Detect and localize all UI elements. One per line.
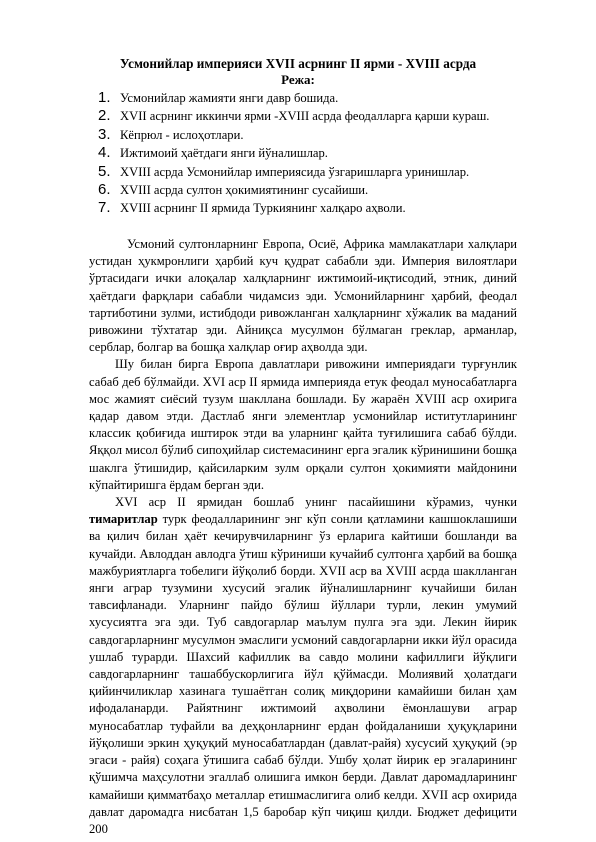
plan-item-number: 6. — [98, 180, 111, 198]
paragraph-3-bold-term: тимаритлар — [89, 512, 158, 527]
plan-item-text: Усмонийлар жамияти янги давр бошида. — [120, 91, 339, 105]
plan-list — [98, 89, 489, 218]
plan-item-text: XVIII асрда Усмонийлар империясида ўзгаришларга уринишлар. — [120, 164, 470, 179]
plan-item-text: XVIII асрда султон ҳокимиятининг сусайиши. — [120, 182, 369, 197]
paragraph-2: Шу билан бирга Европа давлатлари ривожини империядаги турғунлик сабаб деб бўлмайди. XVI аср II ярмида империяда етук феодал муносабатларга мос жамият сиёсий тузум шакллана бошлади. Бу жараён XVIII аср охирига қадар давом этди. Дастлаб янги элементлар усмонийлар иститутларининг классик қобиғида иштирок этди ва уларнинг қайта туғилишига сабаб бўлди. Яққол мисол бўлиб сипоҳийлар системасининг ерга эгалик кўринишини бошқа шаклга ўтишидир, қайсиларким зулм орқали султон ҳокимияти майдонини кўпайтиришга ёрдам берган эди. — [89, 357, 517, 492]
paragraph-1: Усмоний султонларнинг Европа, Осиё, Африка мамлакатлари халқлари устидан ҳукмронлиги ҳарбий куч қудрат сабабли эди. Империя вилоятлари ўртасидаги ички алоқалар халқларнинг ижтимоий-иқтисодий, этник, диний ҳаётдаги фарқлари сабабли чидамсиз эди. Усмонийларнинг ҳарбий, феодал тартиботини зулми, истибдоди ривожланган халқларнинг хўжалик ва маданий ривожини тўхтатар эди. Айниқса мусулмон бўлмаган греклар, арманлар, серблар, болгар ва бошқа халқлар оғир аҳволда эди. — [89, 237, 517, 355]
plan-item-number: 1. — [98, 89, 111, 106]
plan-item-text: XVII асрнинг иккинчи ярми -XVIII асрда феодалларга қарши кураш. — [120, 109, 490, 124]
plan-item-text: XVIII асрнинг II ярмида Туркиянинг халқаро аҳволи. — [120, 201, 406, 216]
plan-item — [98, 126, 489, 144]
paragraph-3 — [89, 494, 517, 838]
plan-heading: Режа: — [281, 72, 315, 87]
paragraph-3-rest: турк феодалларининг энг кўп сонли қатламини кашшоклашиши ва қилич билан ҳаёт кечирувчиларнинг ўз ерларига кайтиши бошланди ва кучайди. Авлоддан авлодга ўтиш кўриниши кучайиб султонга ҳарбий ва бошқа мажбуриятларга тобелиги йўқолиб борди. XVII аср ва XVIII асрда шаклланган янги аграр тузумини хусусий эгалик йўналишларнинг кучайиши билан тавсифланади. Уларнинг пайдо бўлиш йўллари турли, лекин умумий хусусиятга эга эди. Туб савдогарлар маълум пулга эга эди. Лекин йирик савдогарларнинг мусулмон эмаслиги усмоний савдогарларни икки йўл орасида ушлаб турарди. Шахсий кафиллик ва савдо молини кафиллиги йўқлиги савдогарларнинг ташаббускорлигига йўл қўймасди. Молиявий ҳолатдаги қийинчиликлар хазинага тушаётган солиқ миқдорини камайиши билан ҳам ифодаланарди. Райятнинг ижтимоий аҳволини ёмонлашуви аграр муносабатлар туфайли ва деҳқонларнинг ердан фойдаланиши ҳуқуқларини йўқолиши эркин ҳуқуқий муносабатлардан (давлат-райя) хусусий ҳуқуқий (эр эгаси - райя) соҳага ўтишига сабаб бўлди. Ушбу ҳолат йирик ер эгаларининг қўшимча маҳсулотни эгаллаб олишига имкон берди. Давлат даромадларининг камайиши қимматбаҳо металлар етишмаслигига олиб келди. XVII аср охирида давлат даромадга нисбатан 1,5 баробар кўп чиқиш қилди. Бюджет дефицити 200 — [89, 512, 517, 836]
plan-item — [98, 107, 489, 125]
plan-item-number: 3. — [98, 125, 111, 143]
plan-item-number: 5. — [98, 162, 111, 180]
plan-item — [98, 199, 489, 217]
plan-item — [98, 144, 489, 162]
plan-item-text: Ижтимоий ҳаётдаги янги йўналишлар. — [120, 146, 328, 161]
plan-item-number: 4. — [98, 144, 111, 162]
plan-item — [98, 89, 489, 107]
plan-item-number: 7. — [98, 199, 111, 217]
body-text — [89, 236, 517, 838]
plan-item-number: 2. — [98, 107, 111, 125]
paragraph-3-start: XVI аср II ярмидан бошлаб унинг пасайишини кўрамиз, чунки — [115, 495, 517, 510]
document-title: Усмонийлар империяси XVII асрнинг II ярми - XVIII асрда — [119, 56, 477, 71]
plan-item — [98, 181, 489, 199]
plan-item-text: Кёпрюл - ислоҳотлари. — [120, 127, 244, 142]
plan-item — [98, 163, 489, 181]
